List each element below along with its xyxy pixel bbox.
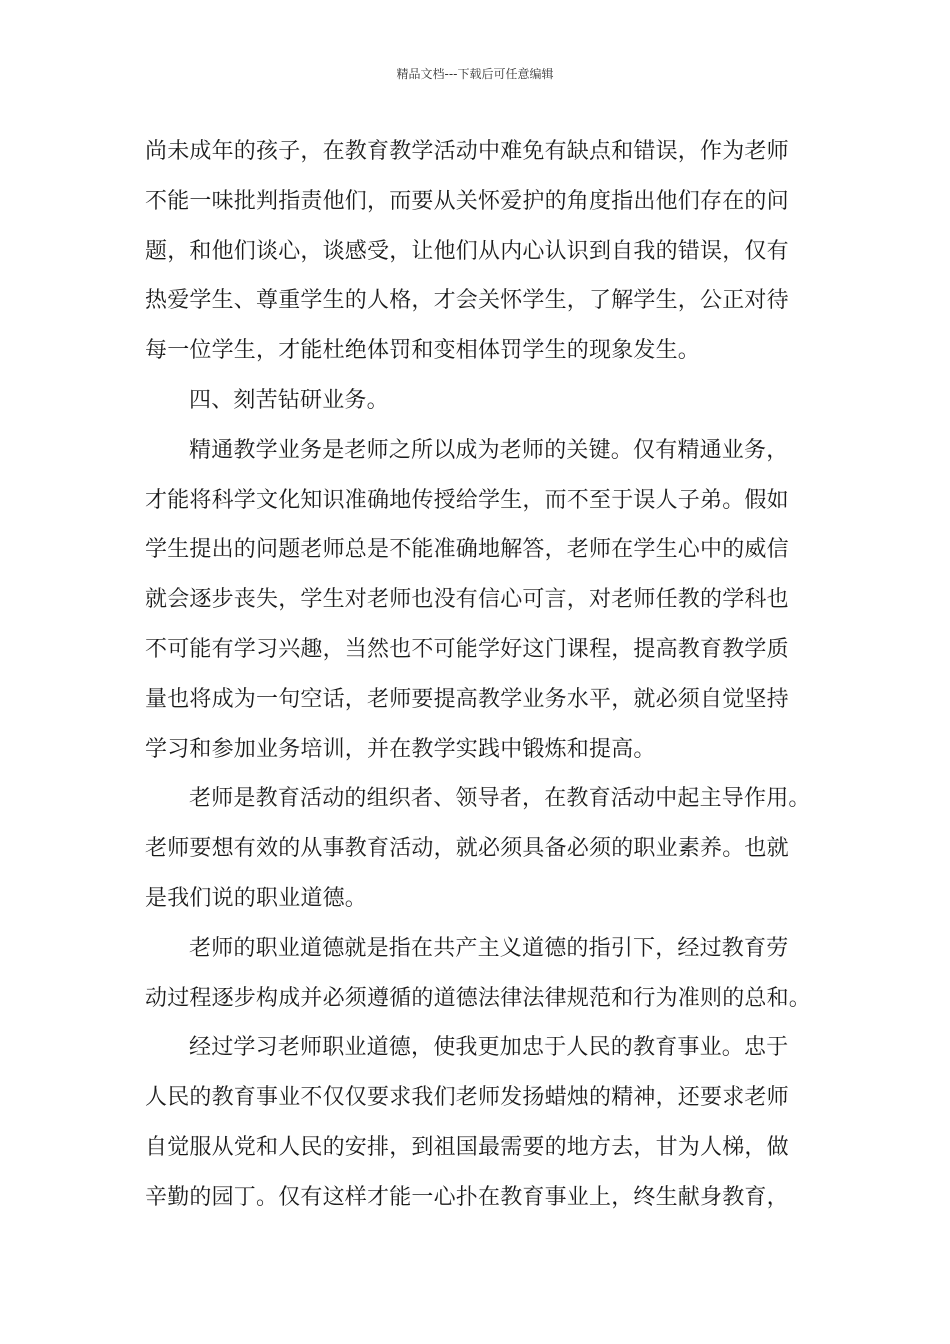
text-line: 经过学习老师职业道德，使我更加忠于人民的教育事业。忠于 bbox=[189, 1035, 789, 1061]
text-line: 就会逐步丧失，学生对老师也没有信心可言，对老师任教的学科也 bbox=[145, 587, 789, 613]
text-line: 不可能有学习兴趣，当然也不可能学好这门课程，提高教育教学质 bbox=[145, 636, 789, 662]
text-line: 人民的教育事业不仅仅要求我们老师发扬蜡烛的精神，还要求老师 bbox=[145, 1085, 789, 1111]
page-header: 精品文档---下载后可任意编辑 bbox=[396, 67, 554, 81]
text-line: 精通教学业务是老师之所以成为老师的关键。仅有精通业务， bbox=[189, 437, 789, 463]
text-line: 不能一味批判指责他们，而要从关怀爱护的角度指出他们存在的问 bbox=[145, 188, 789, 214]
text-line: 量也将成为一句空话，老师要提高教学业务水平，就必须自觉坚持 bbox=[145, 686, 789, 712]
text-line: 动过程逐步构成并必须遵循的道德法律法律规范和行为准则的总和。 bbox=[145, 985, 812, 1011]
body-text bbox=[145, 127, 812, 1223]
text-line: 辛勤的园丁。仅有这样才能一心扑在教育事业上，终生献身教育， bbox=[145, 1184, 789, 1210]
text-line: 是我们说的职业道德。 bbox=[145, 885, 368, 911]
text-line: 老师是教育活动的组织者、领导者，在教育活动中起主导作用。 bbox=[189, 786, 811, 812]
text-line: 学生提出的问题老师总是不能准确地解答，老师在学生心中的威信 bbox=[145, 537, 789, 563]
text-line: 热爱学生、尊重学生的人格，才会关怀学生，了解学生，公正对待 bbox=[145, 288, 789, 314]
text-line: 题，和他们谈心，谈感受，让他们从内心认识到自我的错误，仅有 bbox=[145, 238, 789, 264]
text-line: 才能将科学文化知识准确地传授给学生，而不至于误人子弟。假如 bbox=[145, 487, 789, 513]
text-line: 每一位学生，才能杜绝体罚和变相体罚学生的现象发生。 bbox=[145, 338, 701, 364]
text-line: 自觉服从党和人民的安排，到祖国最需要的地方去，甘为人梯，做 bbox=[145, 1134, 789, 1160]
text-line: 老师要想有效的从事教育活动，就必须具备必须的职业素养。也就 bbox=[145, 836, 789, 862]
text-line: 学习和参加业务培训，并在教学实践中锻炼和提高。 bbox=[145, 736, 656, 762]
text-line: 老师的职业道德就是指在共产主义道德的指引下，经过教育劳 bbox=[189, 935, 789, 961]
section-heading: 四、刻苦钻研业务。 bbox=[189, 387, 389, 413]
text-line: 尚未成年的孩子，在教育教学活动中难免有缺点和错误，作为老师 bbox=[145, 139, 789, 164]
